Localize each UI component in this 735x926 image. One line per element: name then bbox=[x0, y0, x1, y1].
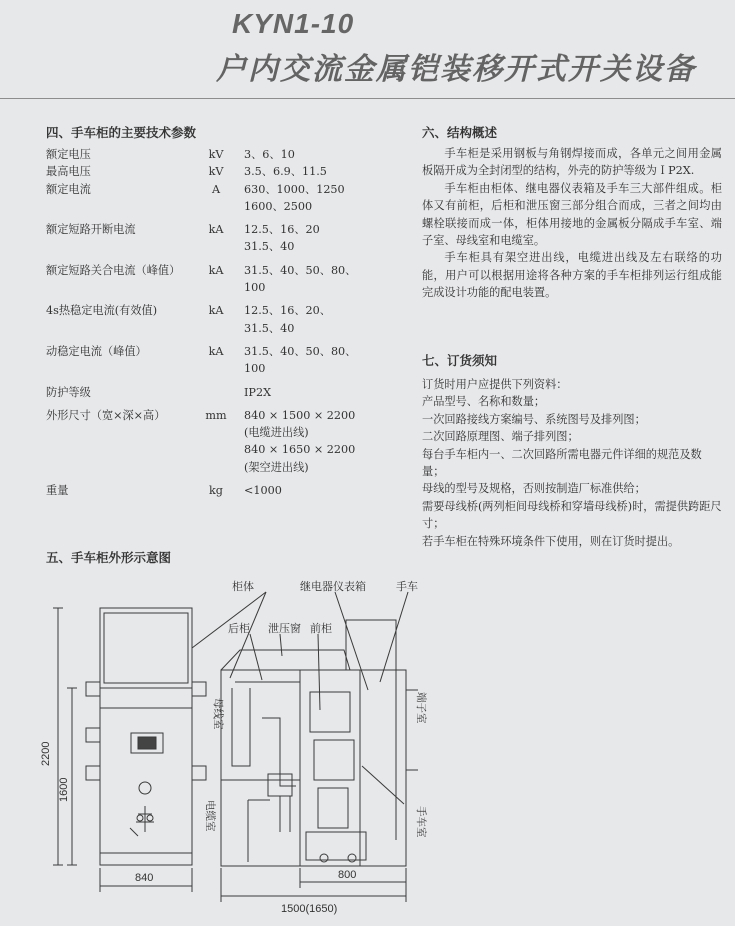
dim-depth-front: 800 bbox=[338, 869, 357, 881]
order-line: 母线的型号及规格，否则按制造厂标准供给； bbox=[422, 482, 646, 496]
spec-value: 31.5、40 bbox=[244, 240, 295, 254]
spec-row bbox=[46, 302, 376, 319]
spec-unit: A bbox=[211, 182, 221, 196]
spec-value: <1000 bbox=[244, 484, 282, 498]
label-relay-box: 继电器仪表箱 bbox=[300, 580, 366, 593]
spec-table bbox=[46, 146, 376, 499]
spec-unit bbox=[188, 198, 244, 215]
spec-name: 最高电压 bbox=[46, 165, 91, 179]
spec-value: 3.5、6.9、11.5 bbox=[244, 165, 327, 179]
spec-value: 100 bbox=[244, 281, 266, 295]
order-line: 需要母线桥(两列柜间母线桥和穿墙母线桥)时，需提供跨距尺寸； bbox=[422, 499, 722, 531]
label-front-cabinet: 前柜 bbox=[310, 622, 332, 635]
spec-value: 12.5、16、20、 bbox=[244, 304, 331, 318]
spec-row bbox=[46, 482, 376, 499]
section7-title: 七、订货须知 bbox=[422, 353, 498, 368]
dim-depth-total: 1500(1650) bbox=[281, 903, 338, 915]
spec-name: 额定短路关合电流（峰值） bbox=[46, 263, 181, 277]
spec-unit: kA bbox=[208, 263, 224, 277]
document-title: 户内交流金属铠装移开式开关设备 bbox=[216, 52, 696, 87]
spec-unit: kg bbox=[209, 484, 223, 498]
order-line: 订货时用户应提供下列资料： bbox=[422, 378, 568, 391]
spec-name bbox=[46, 360, 188, 377]
spec-value: (电缆进出线) bbox=[244, 426, 309, 440]
label-rear-cabinet: 后柜 bbox=[228, 622, 250, 635]
label-handcart-room: 手车室 bbox=[415, 806, 427, 838]
spec-name: 动稳定电流（峰值） bbox=[46, 344, 147, 358]
spec-value: 31.5、40、50、80、 bbox=[244, 344, 357, 358]
spec-unit bbox=[188, 279, 244, 296]
spec-row bbox=[46, 343, 376, 360]
dim-body-height: 1600 bbox=[58, 777, 70, 802]
spec-name bbox=[46, 459, 188, 476]
dim-total-height: 2200 bbox=[40, 741, 52, 766]
order-line: 产品型号、名称和数量； bbox=[422, 395, 546, 409]
dim-width: 840 bbox=[135, 872, 154, 884]
order-line: 每台手车柜内一、二次回路所需电器元件详细的规范及数量； bbox=[422, 447, 702, 479]
spec-row bbox=[46, 221, 376, 238]
spec-row bbox=[46, 360, 376, 377]
cabinet-front bbox=[100, 688, 192, 865]
spec-unit: kV bbox=[208, 148, 224, 161]
spec-unit bbox=[188, 441, 244, 458]
spec-name: 防护等级 bbox=[46, 385, 91, 399]
spec-unit bbox=[188, 384, 244, 401]
section5-title: 五、手车柜外形示意图 bbox=[46, 550, 172, 565]
spec-value: 31.5、40 bbox=[244, 321, 295, 335]
overview-paragraph: 手车柜具有架空进出线，电缆进出线及左右联络的功能，用户可以根据用途将各种方案的手车柜排列运行组成能完成设计功能的配电装置。 bbox=[422, 251, 722, 300]
spec-value: 840 × 1650 × 2200 bbox=[244, 443, 356, 457]
label-busbar-room: 母线室 bbox=[212, 698, 224, 730]
spec-row bbox=[46, 407, 376, 424]
spec-row bbox=[46, 441, 376, 458]
spec-row bbox=[46, 238, 376, 255]
order-line: 若手车柜在特殊环境条件下使用，则在订货时提出。 bbox=[422, 534, 680, 548]
relay-box-front bbox=[100, 608, 192, 688]
spec-row bbox=[46, 424, 376, 441]
spec-unit bbox=[188, 320, 244, 337]
overview-paragraph: 手车柜由柜体、继电器仪表箱及手车三大部件组成。柜体又有前柜，后柜和泄压窗三部分组合而成，三者之间均由螺栓联接而成一体，柜体用接地的金属板分隔成手车室、端子室、母线室和电缆室。 bbox=[422, 181, 722, 248]
order-line: 一次回路接线方案编号、系统图号及排列图； bbox=[422, 412, 646, 426]
spec-value: 630、1000、1250 bbox=[244, 182, 345, 196]
spec-row bbox=[46, 198, 376, 215]
spec-name bbox=[46, 424, 188, 441]
spec-name: 4s热稳定电流(有效值) bbox=[46, 304, 158, 318]
spec-row bbox=[46, 262, 376, 279]
spec-row bbox=[46, 459, 376, 476]
spec-unit: kA bbox=[208, 223, 224, 237]
spec-unit: kA bbox=[208, 304, 224, 318]
overview-paragraph: 手车柜是采用钢板与角钢焊接而成，各单元之间用金属板隔开成为全封闭型的结构，外壳的防护等级为ＩP2X. bbox=[422, 147, 722, 178]
spec-name: 额定电流 bbox=[46, 182, 91, 196]
section6-title: 六、结构概述 bbox=[422, 125, 498, 140]
spec-name bbox=[46, 279, 188, 296]
spec-value: 3、6、10 bbox=[244, 148, 295, 161]
spec-row bbox=[46, 279, 376, 296]
label-cable-room: 电缆室 bbox=[204, 800, 216, 832]
spec-unit: mm bbox=[205, 408, 227, 422]
spec-value: 1600、2500 bbox=[244, 199, 313, 213]
spec-value: 100 bbox=[244, 362, 266, 376]
spec-unit: kA bbox=[208, 344, 224, 358]
spec-row bbox=[46, 163, 376, 180]
spec-name: 额定电压 bbox=[46, 148, 91, 161]
spec-unit bbox=[188, 360, 244, 377]
cabinet-outline-diagram bbox=[0, 570, 735, 926]
spec-value: 12.5、16、20 bbox=[244, 223, 320, 237]
spec-name: 重量 bbox=[46, 484, 69, 498]
header-divider bbox=[0, 98, 735, 99]
spec-name bbox=[46, 441, 188, 458]
spec-row bbox=[46, 384, 376, 401]
spec-value: (架空进出线) bbox=[244, 460, 309, 474]
spec-unit: kV bbox=[208, 165, 224, 179]
spec-value: 840 × 1500 × 2200 bbox=[244, 408, 356, 422]
spec-name bbox=[46, 238, 188, 255]
structure-overview bbox=[422, 145, 722, 302]
label-handcart: 手车 bbox=[396, 580, 418, 593]
spec-row bbox=[46, 181, 376, 198]
model-number: KYN1-10 bbox=[232, 8, 355, 39]
spec-row bbox=[46, 146, 376, 163]
label-cabinet-body: 柜体 bbox=[232, 580, 254, 593]
spec-name bbox=[46, 198, 188, 215]
label-terminal-room: 端子室 bbox=[415, 692, 427, 724]
spec-name bbox=[46, 320, 188, 337]
spec-unit bbox=[188, 459, 244, 476]
section4-title: 四、手车柜的主要技术参数 bbox=[46, 125, 197, 140]
spec-unit bbox=[188, 238, 244, 255]
order-line: 二次回路原理图、端子排列图； bbox=[422, 430, 579, 444]
label-pressure-window: 泄压窗 bbox=[268, 622, 301, 635]
spec-value: 31.5、40、50、80、 bbox=[244, 263, 357, 277]
spec-name: 外形尺寸（宽×深×高） bbox=[46, 408, 166, 422]
relay-box-side bbox=[346, 620, 396, 670]
spec-name: 额定短路开断电流 bbox=[46, 223, 136, 237]
ordering-info bbox=[422, 376, 722, 550]
spec-row bbox=[46, 320, 376, 337]
spec-value: IP2X bbox=[244, 385, 272, 399]
spec-unit bbox=[188, 424, 244, 441]
